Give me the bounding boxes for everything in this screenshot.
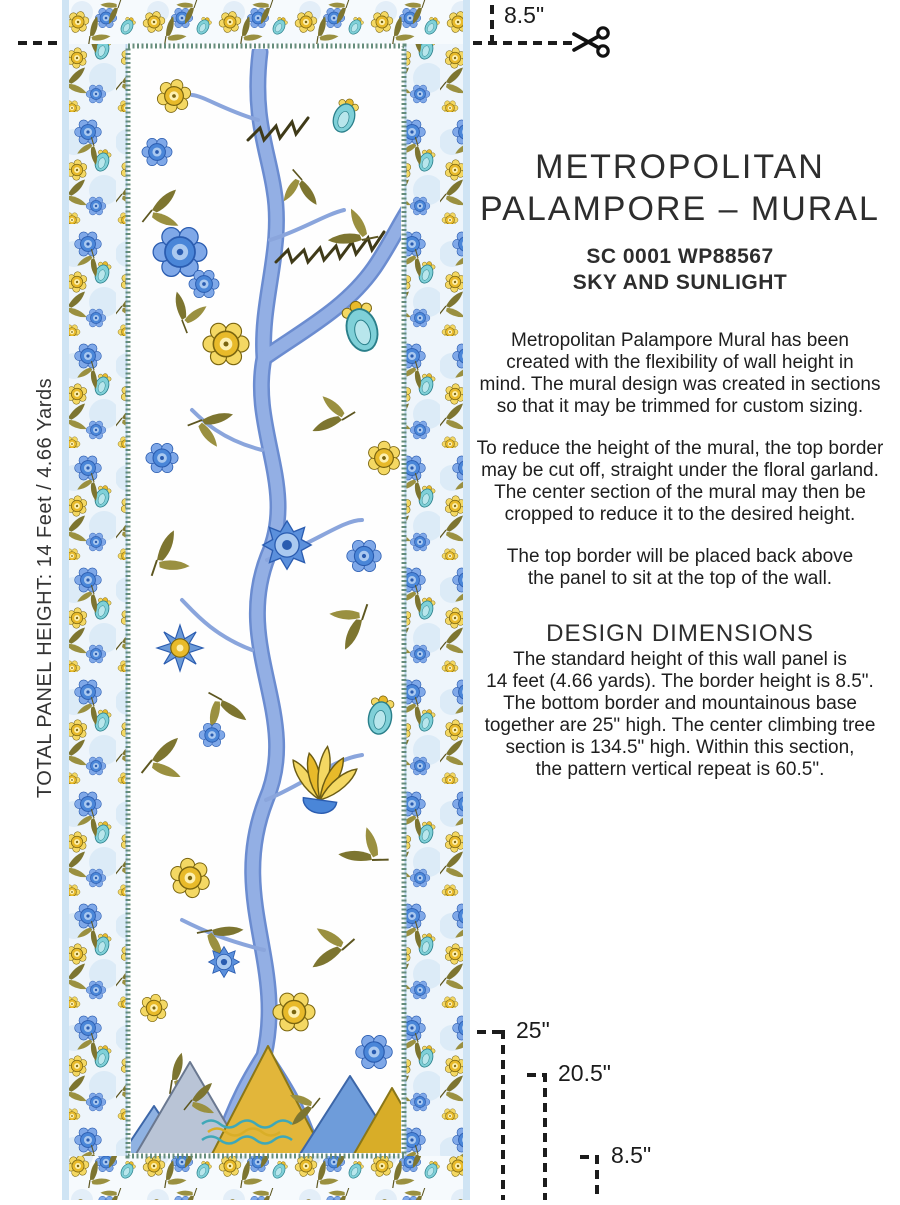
text-line: 14 feet (4.66 yards). The border height is 8.5". xyxy=(486,671,874,692)
text-line: the panel to sit at the top of the wall. xyxy=(527,568,833,589)
text-line: The standard height of this wall panel is xyxy=(513,649,847,670)
text-line: Metropolitan Palampore Mural has been xyxy=(511,330,849,351)
trim-paragraph xyxy=(468,438,892,526)
text-line: mind. The mural design was created in sections xyxy=(479,374,881,395)
text-line: created with the flexibility of wall height in xyxy=(506,352,854,373)
top-border-measurement: 8.5" xyxy=(504,2,545,28)
mural-left-edge xyxy=(62,0,69,1200)
text-line: The center section of the mural may then be xyxy=(494,482,866,503)
text-line: together are 25" high. The center climbing tree xyxy=(484,715,876,736)
text-line: The top border will be placed back above xyxy=(506,546,854,567)
text-line: may be cut off, straight under the floral garland. xyxy=(481,460,879,481)
measure-20-vertical xyxy=(543,1073,547,1200)
measure-25-horizontal xyxy=(477,1030,504,1034)
text-line: section is 134.5" high. Within this section, xyxy=(505,737,855,758)
mural-panel xyxy=(62,0,470,1200)
title-line: PALAMPORE – MURAL xyxy=(480,190,880,228)
measure-8-vertical xyxy=(595,1155,599,1200)
mural-bottom-border xyxy=(69,1156,463,1200)
colorway-text: SKY AND SUNLIGHT xyxy=(572,271,788,294)
title-line: METROPOLITAN xyxy=(535,148,825,186)
total-panel-height-label: TOTAL PANEL HEIGHT: 14 Feet / 4.66 Yards xyxy=(34,377,56,799)
text-line: The bottom border and mountainous base xyxy=(503,693,857,714)
cut-line-left xyxy=(18,41,60,45)
mural-top-border xyxy=(69,0,463,44)
text-line: the pattern vertical repeat is 60.5". xyxy=(535,759,825,780)
mural-artwork xyxy=(62,0,470,1200)
design-dimensions-paragraph xyxy=(468,649,892,781)
text-line: cropped to reduce it to the desired height. xyxy=(504,504,856,525)
bottom-border-measurement: 8.5" xyxy=(611,1142,652,1168)
intro-paragraph xyxy=(468,330,892,418)
page-title xyxy=(468,146,892,230)
product-info xyxy=(468,0,892,781)
sku-text: SC 0001 WP88567 xyxy=(586,245,774,268)
top-border-paragraph xyxy=(468,546,892,590)
bottom-mid-measurement: 20.5" xyxy=(558,1060,611,1086)
text-line: so that it may be trimmed for custom sizing. xyxy=(496,396,864,417)
text-line: To reduce the height of the mural, the top border xyxy=(476,438,884,459)
bottom-total-measurement: 25" xyxy=(516,1017,550,1043)
product-codes xyxy=(468,244,892,296)
measure-25-vertical xyxy=(501,1030,505,1200)
design-dimensions-heading: DESIGN DIMENSIONS xyxy=(546,620,814,647)
